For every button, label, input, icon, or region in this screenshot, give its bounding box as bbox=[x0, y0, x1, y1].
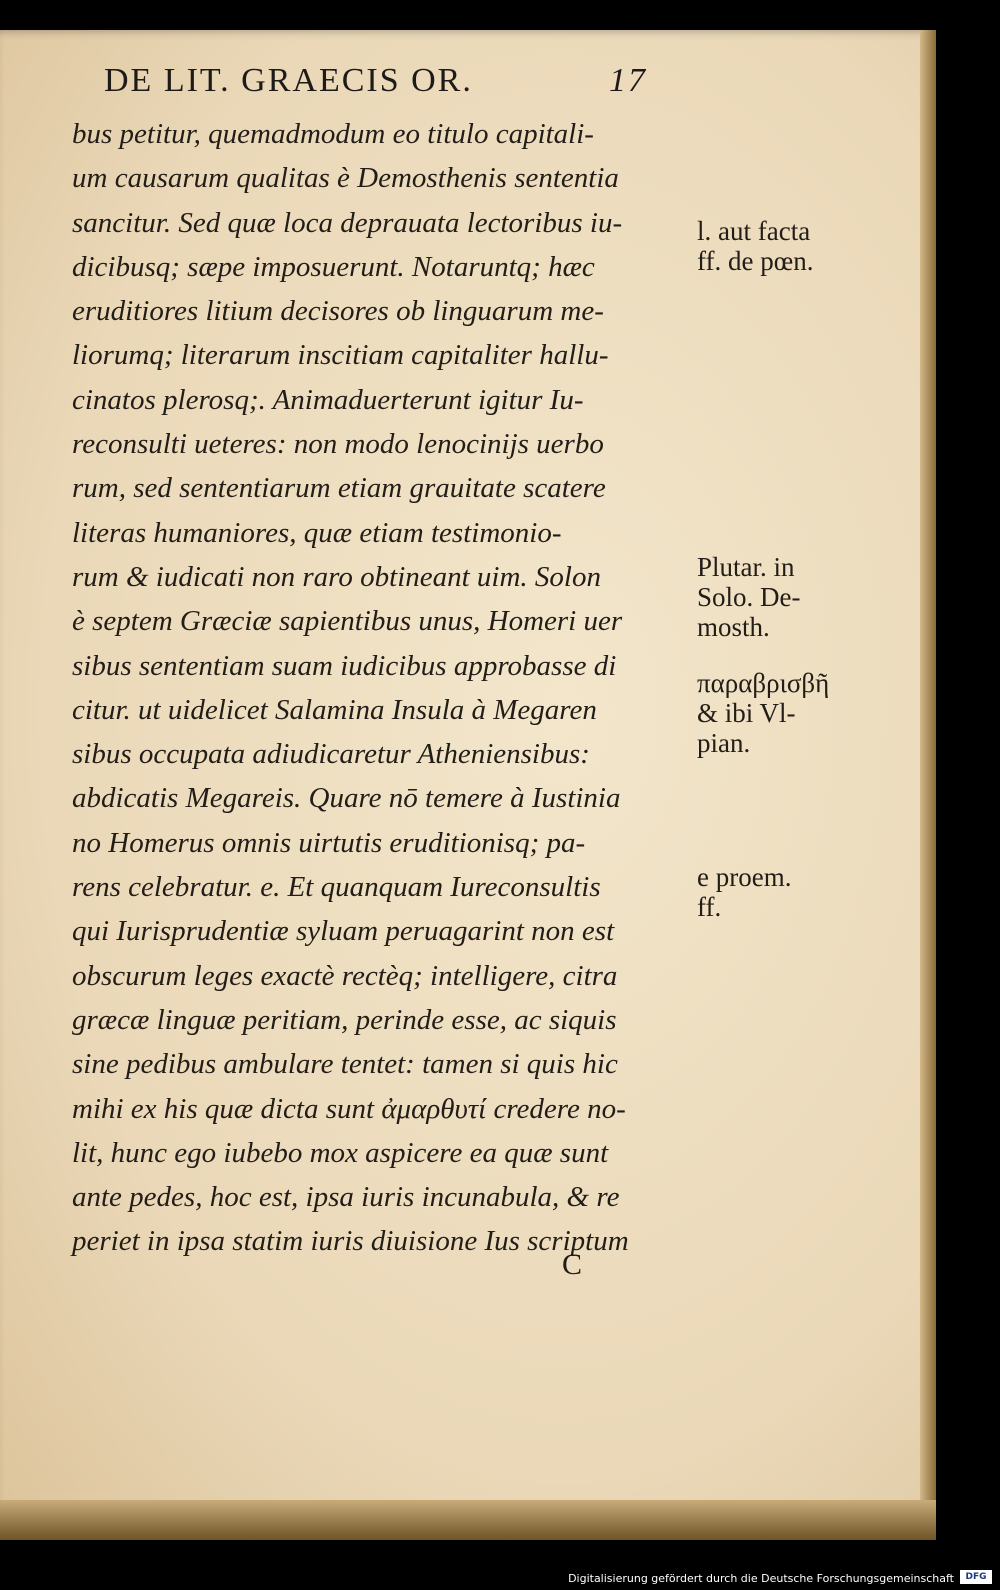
text-line: sine pedibus ambulare tentet: tamen si quis hic bbox=[72, 1048, 618, 1081]
margin-note-legal-citation bbox=[697, 216, 847, 276]
text-line: ante pedes, hoc est, ipsa iuris incunabula, & re bbox=[72, 1181, 620, 1214]
text-line: reconsulti ueteres: non modo lenocinijs uerbo bbox=[72, 428, 604, 461]
text-line: periet in ipsa statim iuris diuisione Ius scriptum bbox=[72, 1225, 629, 1258]
page-number: 17 bbox=[609, 62, 647, 99]
text-line: citur. ut uidelicet Salamina Insula à Megaren bbox=[72, 693, 597, 726]
margin-note-text: l. aut facta ff. de pœn. bbox=[697, 216, 814, 276]
margin-note-greek-ulpian bbox=[697, 668, 847, 758]
text-line: liorumq; literarum inscitiam capitaliter hallu- bbox=[72, 339, 609, 372]
text-line: literas humaniores, quæ etiam testimonio- bbox=[72, 516, 562, 549]
margin-note-text: Plutar. in Solo. De- mosth. bbox=[697, 552, 801, 642]
text-line: cinatos plerosq;. Animaduerterunt igitur Iu- bbox=[72, 383, 584, 416]
text-line: dicibusq; sæpe imposuerunt. Notaruntq; hæc bbox=[72, 250, 595, 283]
text-line: um causarum qualitas è Demosthenis sententia bbox=[72, 162, 619, 195]
dfg-logo: DFG bbox=[960, 1570, 992, 1584]
text-line: sibus sententiam suam iudicibus approbasse di bbox=[72, 649, 617, 682]
margin-note-text: παραβρισβῆ & ibi Vl- pian. bbox=[697, 668, 830, 758]
text-line: sibus occupata adiudicaretur Atheniensibus: bbox=[72, 738, 590, 771]
margin-note-proem bbox=[697, 862, 847, 922]
running-title: DE LIT. GRAECIS OR. bbox=[104, 62, 473, 99]
page-header bbox=[104, 62, 744, 102]
margin-note-plutarch bbox=[697, 552, 847, 642]
text-line: bus petitur, quemadmodum eo titulo capitali- bbox=[72, 118, 594, 150]
text-line: græcæ linguæ peritiam, perinde esse, ac siquis bbox=[72, 1003, 617, 1036]
page-edge-right bbox=[920, 30, 936, 1540]
text-line: lit, hunc ego iubebo mox aspicere ea quæ sunt bbox=[72, 1136, 609, 1169]
margin-note-text: e proem. ff. bbox=[697, 862, 792, 922]
main-text-block bbox=[72, 112, 692, 1264]
text-line: abdicatis Megareis. Quare nō temere à Iustinia bbox=[72, 782, 621, 815]
page-edge-bottom bbox=[0, 1500, 936, 1540]
text-line: rens celebratur. e. Et quanquam Iureconsultis bbox=[72, 871, 601, 904]
text-line: eruditiores litium decisores ob linguarum me- bbox=[72, 295, 604, 328]
funding-credit: Digitalisierung gefördert durch die Deutsche Forschungsgemeinschaft bbox=[568, 1572, 954, 1585]
text-line: mihi ex his quæ dicta sunt ἀμαρθυτί credere no- bbox=[72, 1092, 626, 1125]
text-line: rum & iudicati non raro obtineant uim. Solon bbox=[72, 560, 601, 593]
text-line: obscurum leges exactè rectèq; intelligere, citra bbox=[72, 959, 618, 992]
text-line: è septem Græciæ sapientibus unus, Homeri uer bbox=[72, 605, 623, 638]
text-line: no Homerus omnis uirtutis eruditionisq; pa- bbox=[72, 826, 586, 859]
text-line: sancitur. Sed quæ loca deprauata lectoribus iu- bbox=[72, 206, 623, 239]
text-line: rum, sed sententiarum etiam grauitate scatere bbox=[72, 472, 606, 505]
text-line: qui Iurisprudentiæ syluam peruagarint non est bbox=[72, 915, 615, 948]
signature-mark: C bbox=[562, 1248, 583, 1281]
